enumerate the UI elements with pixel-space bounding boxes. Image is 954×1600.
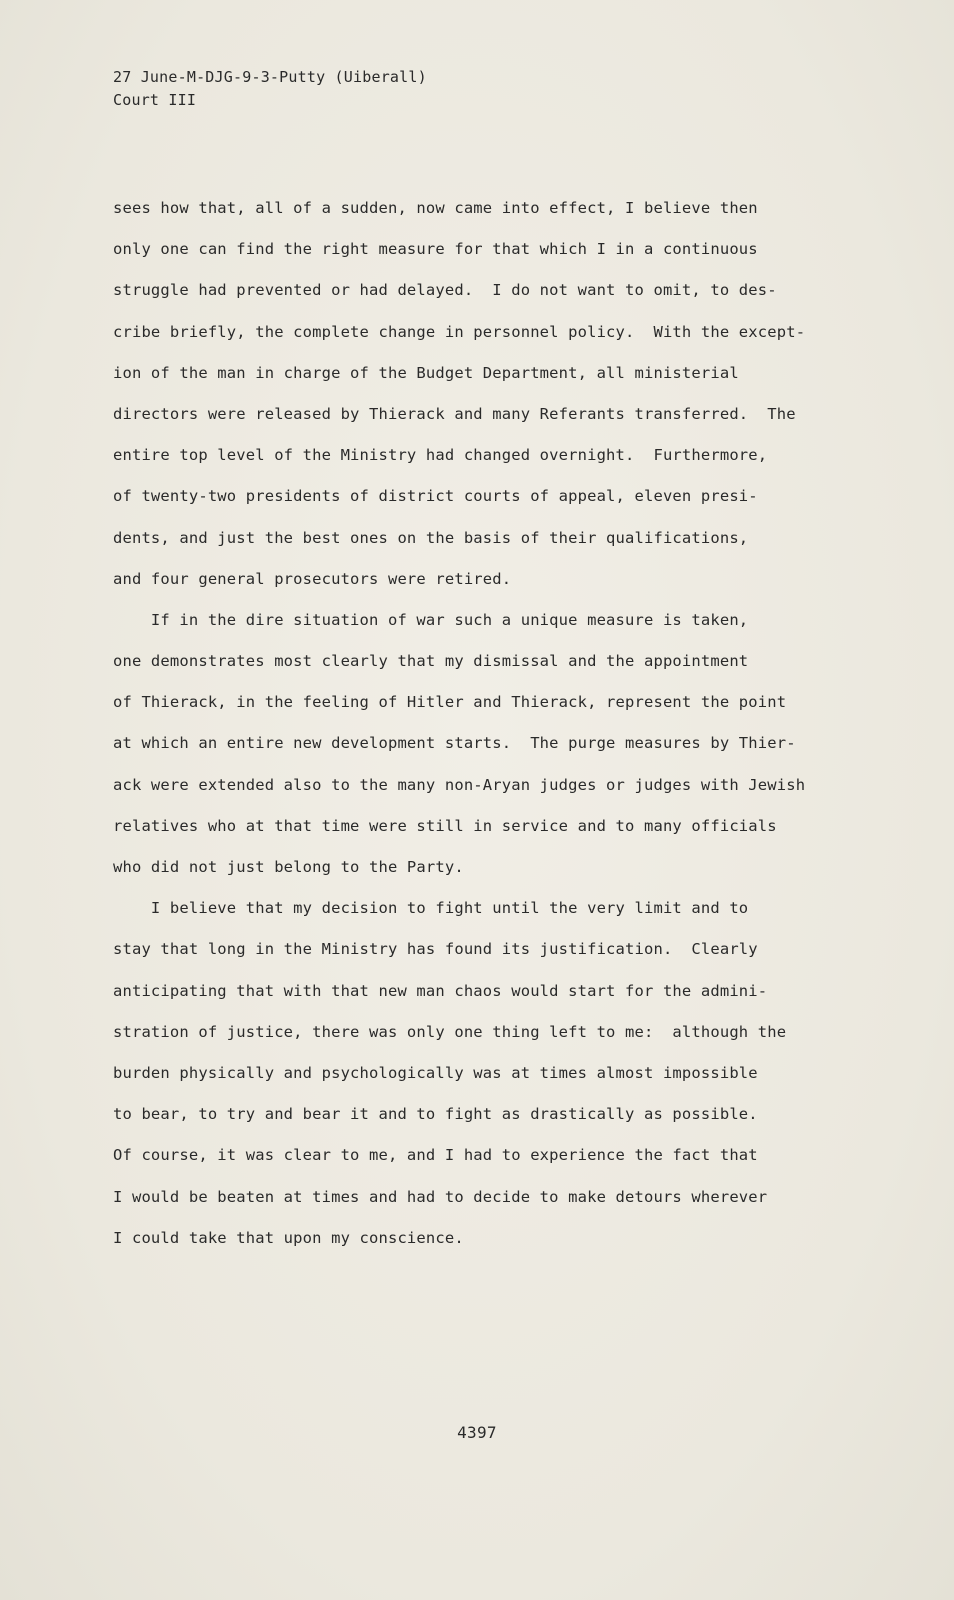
text-line: anticipating that with that new man chaos would start for the admini- (113, 981, 768, 1000)
text-line: of twenty-two presidents of district courts of appeal, eleven presi- (113, 487, 758, 506)
text-line: I believe that my decision to fight until the very limit and to (113, 899, 749, 918)
text-line: I would be beaten at times and had to decide to make detours wherever (113, 1187, 768, 1206)
text-line: stration of justice, there was only one thing left to me: although the (113, 1022, 787, 1041)
page-number: 4397 (457, 1423, 497, 1442)
text-line: who did not just belong to the Party. (113, 858, 464, 876)
text-line: If in the dire situation of war such a unique measure is taken, (113, 610, 749, 629)
text-line: Of course, it was clear to me, and I had to experience the fact that (113, 1146, 758, 1165)
text-line: dents, and just the best ones on the basis of their qualifications, (113, 528, 749, 547)
text-line: burden physically and psychologically was at times almost impossible (113, 1063, 758, 1082)
text-line: ion of the man in charge of the Budget Department, all ministerial (113, 363, 739, 382)
text-line: struggle had prevented or had delayed. I do not want to omit, to des- (113, 281, 777, 300)
body-text (113, 188, 873, 1259)
header (113, 66, 427, 112)
text-line: relatives who at that time were still in service and to many officials (113, 816, 777, 835)
text-line: sees how that, all of a sudden, now came into effect, I believe then (113, 199, 758, 217)
text-line: directors were released by Thierack and many Referants transferred. The (113, 404, 796, 423)
text-line: stay that long in the Ministry has found its justification. Clearly (113, 940, 758, 959)
text-line: to bear, to try and bear it and to fight as drastically as possible. (113, 1105, 758, 1124)
text-line: and four general prosecutors were retired. (113, 569, 512, 588)
text-line: of Thierack, in the feeling of Hitler and Thierack, represent the point (113, 693, 787, 712)
text-line: only one can find the right measure for that which I in a continuous (113, 240, 758, 259)
text-line: ack were extended also to the many non-Aryan judges or judges with Jewish (113, 775, 806, 794)
text-line: one demonstrates most clearly that my dismissal and the appointment (113, 652, 749, 671)
text-line: at which an entire new development starts. The purge measures by Thier- (113, 734, 796, 753)
text-line: cribe briefly, the complete change in personnel policy. With the except- (113, 322, 806, 341)
text-line: entire top level of the Ministry had changed overnight. Furthermore, (113, 446, 768, 465)
header-line-1: 27 June-M-DJG-9-3-Putty (Uiberall) (113, 68, 427, 86)
header-line-2: Court III (113, 91, 197, 109)
text-line: I could take that upon my conscience. (113, 1228, 464, 1247)
